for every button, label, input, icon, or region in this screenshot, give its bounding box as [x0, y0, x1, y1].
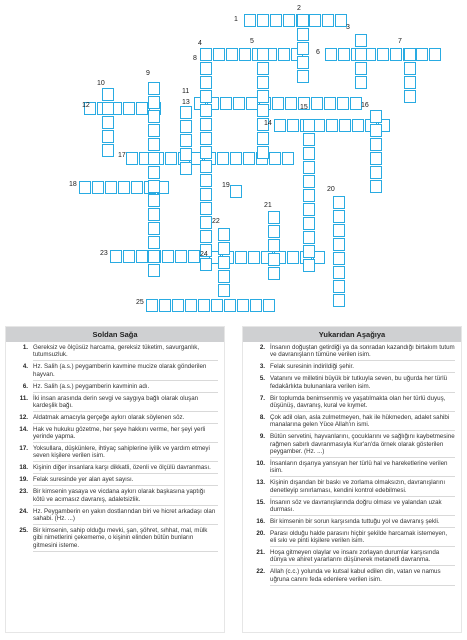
grid-cell[interactable] [146, 299, 158, 312]
clue-text: İnsanın söz ve davranışlarında doğru olması ve yalandan uzak durması. [270, 499, 455, 516]
grid-cell[interactable] [198, 299, 210, 312]
grid-cell[interactable] [185, 299, 197, 312]
grid-cell[interactable] [211, 299, 223, 312]
grid-cell[interactable] [162, 250, 174, 263]
grid-cell[interactable] [136, 250, 148, 263]
clue-number: 24. [19, 507, 28, 515]
clue-number-label: 25 [136, 299, 144, 306]
grid-cell[interactable] [218, 270, 230, 283]
clue-text: İnsanın doğuştan getirdiği ya da sonradan kazandığı birtakım tutum ve davranışların tümüne verilen isim. [270, 344, 455, 361]
clue-number: 6. [22, 382, 28, 390]
clue-item [6, 476, 224, 486]
grid-cell[interactable] [324, 97, 336, 110]
grid-cell[interactable] [224, 299, 236, 312]
grid-cell[interactable] [257, 76, 269, 89]
grid-cell[interactable] [333, 252, 345, 265]
grid-cell[interactable] [278, 48, 290, 61]
grid-cell[interactable] [200, 202, 212, 215]
clue-number: 25. [19, 526, 28, 534]
grid-cell[interactable] [377, 48, 389, 61]
grid-cell[interactable] [287, 251, 299, 264]
grid-cell[interactable] [268, 211, 280, 224]
grid-cell[interactable] [303, 231, 315, 244]
clue-number: 23. [19, 488, 28, 496]
clue-text: Bir kimsenin, sahip olduğu mevki, şan, şöhret, sıhhat, mal, mülk gibi nimetlerini çekememe, o kişinin elinden bütün bunların gitmesini isteme. [33, 527, 218, 552]
clue-number-label: 8 [193, 55, 197, 62]
grid-cell[interactable] [355, 76, 367, 89]
grid-cell[interactable] [175, 250, 187, 263]
clue-item [243, 499, 461, 516]
clue-item [243, 375, 461, 392]
clue-text: Bir kimsenin bir sorun karşısında tuttuğu yol ve davranış şekli. [270, 518, 455, 528]
clue-number: 16. [256, 517, 265, 525]
grid-cell[interactable] [257, 90, 269, 103]
clue-number: 22. [256, 568, 265, 576]
clue-item [6, 426, 224, 443]
grid-cell[interactable] [230, 152, 242, 165]
clue-number-label: 9 [146, 70, 150, 77]
clue-number: 3. [259, 363, 265, 371]
grid-cell[interactable] [297, 42, 309, 55]
clue-item [6, 527, 224, 552]
grid-cell[interactable] [370, 138, 382, 151]
grid-cell[interactable] [257, 146, 269, 159]
clue-text: Hak ve hukuku gözetme, her şeye hakkını verme, her şeyi yerli yerinde yapma. [33, 426, 218, 443]
grid-cell[interactable] [243, 152, 255, 165]
clue-text: Çok adil olan, asla zulmetmeyen, hak ile hükmeden, adalet sahibi manalarına gelen Yüce Allah'ın ismi. [270, 414, 455, 431]
grid-cell[interactable] [180, 120, 192, 133]
clue-number: 20. [256, 529, 265, 537]
grid-cell[interactable] [355, 34, 367, 47]
clue-text: Vatanını ve milletini büyük bir tutkuyla seven, bu uğurda her türlü fedakârlıkta bulunanlara verilen isim. [270, 375, 455, 392]
grid-cell[interactable] [404, 62, 416, 75]
grid-cell[interactable] [148, 180, 160, 193]
grid-cell[interactable] [326, 119, 338, 132]
clue-item [243, 433, 461, 458]
clue-item [6, 464, 224, 474]
grid-cell[interactable] [148, 110, 160, 123]
grid-cell[interactable] [230, 185, 242, 198]
clue-number-label: 22 [212, 218, 220, 225]
grid-cell[interactable] [148, 152, 160, 165]
grid-cell[interactable] [268, 225, 280, 238]
clue-number-label: 7 [398, 38, 402, 45]
clue-item [243, 344, 461, 361]
grid-cell[interactable] [287, 119, 299, 132]
grid-cell[interactable] [333, 196, 345, 209]
grid-cell[interactable] [235, 251, 247, 264]
clue-item [6, 445, 224, 462]
clue-text: Gereksiz ve ölçüsüz harcama, gereksiz tüketim, savurganlık, tutumsuzluk. [33, 344, 218, 361]
grid-cell[interactable] [217, 152, 229, 165]
clue-text: Felak suresinin indirildiği şehir. [270, 363, 455, 373]
grid-cell[interactable] [180, 106, 192, 119]
down-clue-list [243, 344, 461, 586]
grid-cell[interactable] [244, 14, 256, 27]
clue-number-label: 21 [264, 202, 272, 209]
grid-cell[interactable] [333, 238, 345, 251]
grid-cell[interactable] [268, 267, 280, 280]
clue-number-label: 18 [69, 181, 77, 188]
clue-number-label: 2 [297, 5, 301, 12]
clue-number-label: 4 [198, 40, 202, 47]
clue-number-label: 23 [100, 250, 108, 257]
grid-cell[interactable] [102, 144, 114, 157]
clue-number-label: 11 [182, 88, 190, 95]
grid-cell[interactable] [333, 210, 345, 223]
grid-cell[interactable] [297, 70, 309, 83]
clue-item [6, 508, 224, 525]
grid-cell[interactable] [309, 14, 321, 27]
clue-number-label: 15 [300, 104, 308, 111]
clue-number: 18. [19, 464, 28, 472]
grid-cell[interactable] [303, 133, 315, 146]
clue-text: Hz. Salih (a.s.) peygamberin kavmine mucize olarak gönderilen hayvan. [33, 363, 218, 380]
grid-cell[interactable] [180, 162, 192, 175]
grid-cell[interactable] [105, 181, 117, 194]
grid-cell[interactable] [148, 208, 160, 221]
grid-cell[interactable] [338, 48, 350, 61]
clue-text: Felak suresinde yer alan ayet sayısı. [33, 476, 218, 486]
grid-cell[interactable] [218, 256, 230, 269]
clue-number: 1. [22, 344, 28, 351]
grid-cell[interactable] [311, 97, 323, 110]
clue-number: 14. [19, 425, 28, 433]
clue-text: Kişinin diğer insanlara karşı dikkatli, özenli ve ölçülü davranması. [33, 464, 218, 474]
crossword-grid[interactable] [0, 0, 467, 318]
grid-cell[interactable] [404, 48, 416, 61]
clue-item [6, 383, 224, 393]
grid-cell[interactable] [126, 152, 138, 165]
clue-number: 7. [259, 394, 265, 402]
grid-cell[interactable] [148, 96, 160, 109]
grid-cell[interactable] [200, 48, 212, 61]
grid-cell[interactable] [92, 181, 104, 194]
grid-cell[interactable] [248, 251, 260, 264]
grid-cell[interactable] [200, 216, 212, 229]
grid-cell[interactable] [110, 250, 122, 263]
grid-cell[interactable] [165, 152, 177, 165]
grid-cell[interactable] [333, 294, 345, 307]
grid-cell[interactable] [370, 180, 382, 193]
clue-number: 4. [22, 363, 28, 371]
grid-cell[interactable] [282, 152, 294, 165]
grid-cell[interactable] [218, 242, 230, 255]
grid-cell[interactable] [303, 259, 315, 272]
grid-cell[interactable] [200, 90, 212, 103]
grid-cell[interactable] [148, 166, 160, 179]
clue-number-label: 5 [250, 38, 254, 45]
across-title: Soldan Sağa [6, 327, 224, 342]
clue-text: Yoksullara, düşkünlere, ihtiyaç sahiplerine iyilik ve yardım etmeyi seven kişilere verilen isim. [33, 445, 218, 462]
grid-cell[interactable] [218, 284, 230, 297]
grid-cell[interactable] [200, 146, 212, 159]
clue-item [243, 460, 461, 477]
grid-cell[interactable] [297, 56, 309, 69]
grid-cell[interactable] [123, 102, 135, 115]
across-clues-panel [6, 327, 224, 632]
clue-item [243, 530, 461, 547]
grid-cell[interactable] [303, 161, 315, 174]
grid-cell[interactable] [102, 102, 114, 115]
grid-cell[interactable] [200, 160, 212, 173]
grid-cell[interactable] [102, 116, 114, 129]
clue-number: 9. [259, 433, 265, 441]
grid-cell[interactable] [352, 119, 364, 132]
clue-number-label: 6 [316, 49, 320, 56]
grid-cell[interactable] [257, 14, 269, 27]
clue-number-label: 1 [234, 16, 238, 23]
grid-cell[interactable] [355, 48, 367, 61]
grid-cell[interactable] [303, 245, 315, 258]
clue-text: Bütün servetini, hayvanlarını, çocuklarını ve sağlığını kaybetmesine rağmen sabırlı davranmasıyla Kur'an'da örnek olarak gösterilen peygamber. (Hz. ...) [270, 433, 455, 458]
down-clues-panel [243, 327, 461, 632]
clue-text: İki insan arasında derin sevgi ve saygıya bağlı olarak oluşan kardeşlik bağı. [33, 395, 218, 412]
clue-item [243, 414, 461, 431]
grid-cell[interactable] [148, 82, 160, 95]
grid-cell[interactable] [148, 264, 160, 277]
grid-cell[interactable] [303, 217, 315, 230]
clue-number-label: 13 [182, 99, 190, 106]
grid-cell[interactable] [218, 228, 230, 241]
clue-number: 15. [256, 498, 265, 506]
grid-cell[interactable] [237, 299, 249, 312]
grid-cell[interactable] [325, 48, 337, 61]
clue-item [6, 344, 224, 361]
clue-number-label: 14 [264, 120, 272, 127]
grid-cell[interactable] [263, 299, 275, 312]
grid-cell[interactable] [131, 181, 143, 194]
clue-item [243, 395, 461, 412]
grid-cell[interactable] [257, 104, 269, 117]
grid-cell[interactable] [297, 14, 309, 27]
clue-text: İnsanların dışarıya yansıyan her türlü hal ve hareketlerine verilen isim. [270, 460, 455, 477]
grid-cell[interactable] [257, 48, 269, 61]
grid-cell[interactable] [250, 299, 262, 312]
clue-text: Bir kimsenin yasaya ve vicdana aykırı olarak başkasına yaptığı kötü ve acımasız davranış, adaletsizlik. [33, 488, 218, 505]
grid-cell[interactable] [257, 132, 269, 145]
grid-cell[interactable] [123, 250, 135, 263]
grid-cell[interactable] [102, 88, 114, 101]
grid-cell[interactable] [333, 266, 345, 279]
grid-cell[interactable] [200, 118, 212, 131]
clue-number-label: 20 [327, 186, 335, 193]
clue-text: Aldatmak amacıyla gerçeğe aykırı olarak söylenen söz. [33, 414, 218, 424]
clue-number: 19. [19, 476, 28, 484]
grid-cell[interactable] [269, 152, 281, 165]
grid-cell[interactable] [333, 224, 345, 237]
grid-cell[interactable] [200, 230, 212, 243]
grid-cell[interactable] [303, 147, 315, 160]
grid-cell[interactable] [159, 299, 171, 312]
clue-item [6, 395, 224, 412]
grid-cell[interactable] [285, 97, 297, 110]
grid-cell[interactable] [404, 76, 416, 89]
clue-item [243, 363, 461, 373]
clue-number: 8. [259, 413, 265, 421]
grid-cell[interactable] [148, 250, 160, 263]
clue-item [243, 518, 461, 528]
grid-cell[interactable] [200, 258, 212, 271]
clue-text: Hz. Peygamberin en yakın dostlarından biri ve hicret arkadaşı olan sahabi. (Hz. ...) [33, 508, 218, 525]
grid-cell[interactable] [404, 90, 416, 103]
grid-cell[interactable] [370, 166, 382, 179]
clue-number-label: 19 [222, 182, 230, 189]
down-title: Yukarıdan Aşağıya [243, 327, 461, 342]
grid-cell[interactable] [337, 97, 349, 110]
clue-number-label: 24 [200, 251, 208, 258]
clue-text: Hz. Salih (a.s.) peygamberin kavminin adı. [33, 383, 218, 393]
grid-cell[interactable] [200, 62, 212, 75]
grid-cell[interactable] [270, 14, 282, 27]
grid-cell[interactable] [172, 299, 184, 312]
across-clue-list [6, 344, 224, 552]
clue-number: 2. [259, 344, 265, 351]
grid-cell[interactable] [180, 134, 192, 147]
clue-number: 5. [259, 375, 265, 383]
grid-cell[interactable] [226, 48, 238, 61]
grid-cell[interactable] [268, 239, 280, 252]
grid-cell[interactable] [233, 97, 245, 110]
grid-cell[interactable] [200, 188, 212, 201]
grid-cell[interactable] [390, 48, 402, 61]
grid-cell[interactable] [339, 119, 351, 132]
clue-number: 10. [256, 459, 265, 467]
grid-cell[interactable] [118, 181, 130, 194]
grid-cell[interactable] [136, 102, 148, 115]
grid-cell[interactable] [148, 124, 160, 137]
grid-cell[interactable] [370, 152, 382, 165]
clue-text: Hoşa gitmeyen olaylar ve insanı zorlayan durumlar karşısında dünya ve ahiret yararlarını düşünerek metanetli davranma. [270, 549, 455, 566]
grid-cell[interactable] [303, 175, 315, 188]
grid-cell[interactable] [333, 280, 345, 293]
clue-number: 13. [256, 479, 265, 487]
grid-cell[interactable] [148, 236, 160, 249]
grid-cell[interactable] [283, 14, 295, 27]
grid-cell[interactable] [370, 110, 382, 123]
clue-number: 21. [256, 549, 265, 557]
clue-item [243, 479, 461, 496]
clue-number: 11. [19, 394, 28, 402]
clue-number-label: 12 [82, 102, 90, 109]
clue-text: Parası olduğu halde parasını hiçbir şekilde harcamak istemeyen, eli sıkı ve pinti kişilere verilen isim. [270, 530, 455, 547]
grid-cell[interactable] [148, 194, 160, 207]
grid-cell[interactable] [268, 253, 280, 266]
grid-cell[interactable] [148, 222, 160, 235]
clue-item [6, 414, 224, 424]
grid-cell[interactable] [303, 203, 315, 216]
grid-cell[interactable] [200, 76, 212, 89]
grid-cell[interactable] [370, 124, 382, 137]
clue-number-label: 3 [346, 24, 350, 31]
grid-cell[interactable] [416, 48, 428, 61]
clue-text: Bir toplumda benimsenmiş ve yaşatılmakta olan her türlü duyuş, düşünüş, davranış, kural ve kıymet. [270, 395, 455, 412]
grid-cell[interactable] [303, 189, 315, 202]
grid-cell[interactable] [220, 97, 232, 110]
grid-cell[interactable] [239, 48, 251, 61]
clue-item [6, 363, 224, 380]
clue-number-label: 17 [118, 152, 126, 159]
grid-cell[interactable] [148, 138, 160, 151]
clue-text: Kişinin dışarıdan bir baskı ve zorlama olmaksızın, davranışlarını denetleyip sınırlaması, kendini kontrol edebilmesi. [270, 479, 455, 496]
clue-number-label: 10 [97, 80, 105, 87]
grid-cell[interactable] [200, 132, 212, 145]
grid-cell[interactable] [322, 14, 334, 27]
grid-cell[interactable] [79, 181, 91, 194]
clue-number: 12. [19, 413, 28, 421]
grid-cell[interactable] [180, 148, 192, 161]
clue-item [243, 568, 461, 585]
grid-cell[interactable] [102, 130, 114, 143]
grid-cell[interactable] [200, 104, 212, 117]
grid-cell[interactable] [429, 48, 441, 61]
clue-item [6, 488, 224, 505]
clue-number-label: 16 [361, 102, 369, 109]
clue-text: Allah (c.c.) yolunda ve kutsal kabul edilen din, vatan ve namus uğruna canını feda edenlere verilen isim. [270, 568, 455, 585]
grid-cell[interactable] [303, 119, 315, 132]
grid-cell[interactable] [355, 62, 367, 75]
grid-cell[interactable] [297, 28, 309, 41]
clue-item [243, 549, 461, 566]
grid-cell[interactable] [188, 250, 200, 263]
grid-cell[interactable] [274, 119, 286, 132]
grid-cell[interactable] [257, 62, 269, 75]
grid-cell[interactable] [200, 174, 212, 187]
grid-cell[interactable] [213, 48, 225, 61]
grid-cell[interactable] [272, 97, 284, 110]
clue-number: 17. [19, 445, 28, 453]
